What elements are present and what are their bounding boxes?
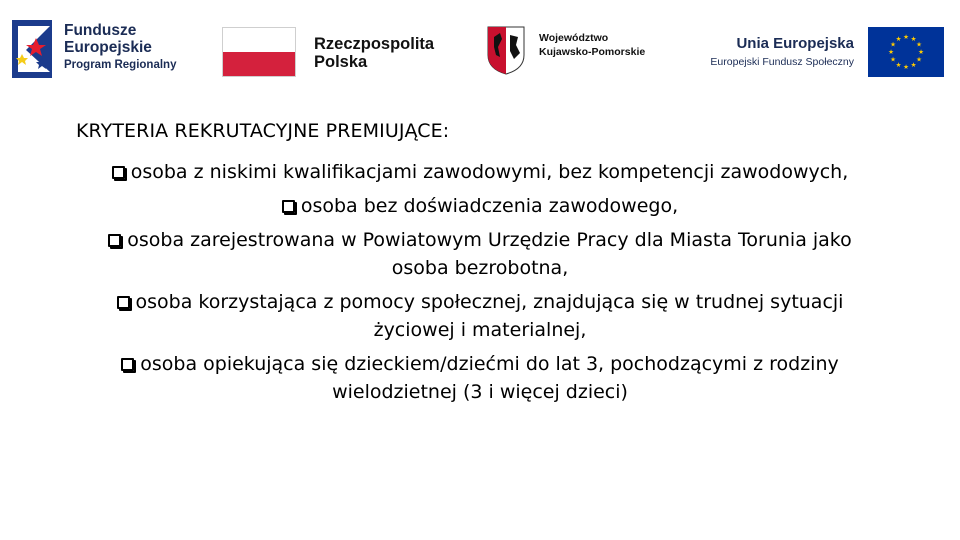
fundusze-line2: Europejskie: [64, 39, 152, 56]
eu-star-icon: ★: [910, 35, 917, 44]
criteria-item: [80, 350, 880, 406]
eu-star-icon: ★: [903, 63, 909, 72]
eu-star-icon: ★: [895, 35, 902, 44]
fundusze-europejskie-logo: [12, 18, 187, 80]
eu-star-icon: ★: [910, 61, 917, 70]
wojewodztwo-line1: Województwo: [539, 32, 609, 44]
eu-star-icon: ★: [916, 55, 922, 64]
eu-star-icon: ★: [903, 33, 909, 42]
criteria-list: [80, 158, 880, 412]
eu-star-icon: ★: [895, 61, 902, 70]
checkbox-bullet-icon: [117, 296, 130, 309]
polish-flag-icon: [222, 27, 296, 77]
eu-star-icon: ★: [916, 40, 922, 49]
fundusze-stars-emblem-icon: [12, 20, 60, 78]
criteria-item: [80, 226, 880, 282]
criteria-text: osoba zarejestrowana w Powiatowym Urzędzie Pracy dla Miasta Torunia jako osoba bezrobotna,: [127, 229, 852, 279]
criteria-text: osoba z niskimi kwalifikacjami zawodowymi, bez kompetencji zawodowych,: [130, 161, 849, 183]
criteria-item: [80, 192, 880, 220]
criteria-item: [80, 288, 880, 344]
criteria-text: osoba korzystająca z pomocy społecznej, znajdująca się w trudnej sytuacji życiowej i materialnej,: [135, 291, 844, 341]
eu-star-icon: ★: [890, 55, 896, 64]
checkbox-bullet-icon: [112, 166, 125, 179]
rzeczpospolita-line1: Rzeczpospolita: [314, 35, 435, 53]
wojewodztwo-logo: [486, 25, 661, 81]
eu-star-icon: ★: [890, 40, 896, 49]
unia-europejska-logo: [694, 27, 944, 79]
checkbox-bullet-icon: [108, 234, 121, 247]
checkbox-bullet-icon: [121, 358, 134, 371]
criteria-item: [80, 158, 880, 186]
rzeczpospolita-polska-logo: [222, 27, 452, 79]
page-heading: KRYTERIA REKRUTACYJNE PREMIUJĄCE:: [76, 120, 450, 142]
unia-line1: Unia Europejska: [736, 35, 854, 52]
eu-star-icon: ★: [888, 48, 894, 57]
wojewodztwo-line2: Kujawsko-Pomorskie: [539, 46, 646, 58]
checkbox-bullet-icon: [282, 200, 295, 213]
coat-of-arms-icon: [486, 25, 526, 75]
criteria-text: osoba opiekująca się dzieckiem/dziećmi do lat 3, pochodzącymi z rodziny wielodzietnej (3 i więcej dzieci): [140, 353, 839, 403]
eu-star-icon: ★: [918, 48, 924, 57]
fundusze-line1: Fundusze: [64, 22, 137, 39]
unia-line2: Europejski Fundusz Społeczny: [710, 56, 854, 68]
fundusze-line3: Program Regionalny: [64, 59, 177, 71]
rzeczpospolita-line2: Polska: [314, 53, 368, 71]
eu-flag-icon: [868, 27, 944, 77]
criteria-text: osoba bez doświadczenia zawodowego,: [300, 195, 679, 217]
